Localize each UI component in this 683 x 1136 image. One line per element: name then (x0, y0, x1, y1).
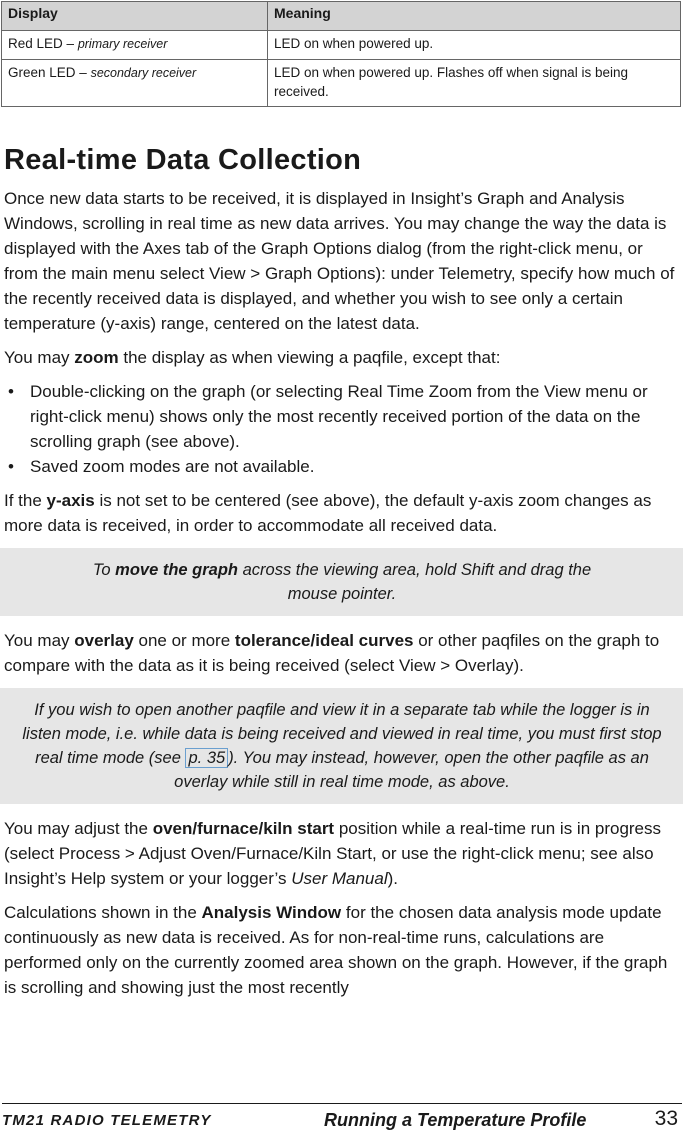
column-header-display: Display (2, 2, 268, 31)
page-footer (2, 1103, 682, 1136)
display-cell (2, 60, 268, 107)
zoom-bullet-list (4, 379, 680, 479)
keyword-overlay: overlay (74, 631, 134, 650)
keyword-oven-start: oven/furnace/kiln start (152, 819, 335, 838)
table-row (2, 31, 681, 60)
note-move-graph: To move the graph across the viewing area, hold Shift and drag the mouse pointer. (0, 548, 683, 616)
main-content (4, 140, 680, 1009)
display-subtext: secondary receiver (90, 66, 197, 80)
display-text: Green LED – (8, 65, 87, 80)
footer-product: TM21 RADIO TELEMETRY (2, 1112, 212, 1129)
paragraph-calculations: Calculations shown in the Analysis Window for the chosen data analysis mode update continuously as new data is received. As for non-real-time runs, calculations are performed only on the currently zoomed area shown on the graph. However, if the graph is scrolling and showing just the most recently (4, 903, 668, 997)
paragraph-y-axis: If the y-axis is not set to be centered (see above), the default y-axis zoom changes as more data is received, in order to accommodate all received data. (4, 491, 652, 535)
paragraph-overlay: You may overlay one or more tolerance/ideal curves or other paqfiles on the graph to compare with the data as it is being received (select View > Overlay). (4, 631, 660, 675)
keyword-zoom: zoom (74, 348, 119, 367)
list-item: • Saved zoom modes are not available. (30, 454, 680, 479)
bullet-icon: • (8, 457, 14, 476)
page-number: 33 (654, 1107, 678, 1130)
column-header-meaning: Meaning (268, 2, 681, 31)
user-manual-ref: User Manual (291, 869, 388, 888)
table-row (2, 60, 681, 107)
keyword-analysis-window: Analysis Window (201, 903, 342, 922)
display-cell (2, 31, 268, 60)
keyword-tolerance-curves: tolerance/ideal curves (234, 631, 414, 650)
keyword-y-axis: y-axis (46, 491, 95, 510)
paragraph-intro: Once new data starts to be received, it is displayed in Insight’s Graph and Analysis Windows, scrolling in real time as new data arrives. You may change the way the data is displayed with the Axes tab of the Graph Options dialog (from the right-click menu, or from the main menu select View > Graph Options): under Telemetry, specify how much of the recently received data is displayed, and whether you wish to see only a certain temperature (y-axis) range, centered on the latest data. (4, 189, 675, 333)
note-listen-mode: If you wish to open another paqfile and view it in a separate tab while the logger is in listen mode, i.e. while data is being received and viewed in real time, you must first stop real time mode (see p. 35 ). You may instead, however, open the other paqfile as an overlay while still in real time mode, as above. (0, 688, 683, 804)
display-text: Red LED – (8, 36, 75, 51)
table-header-row (2, 2, 681, 31)
paragraph-zoom: You may zoom the display as when viewing a paqfile, except that: (4, 348, 501, 367)
display-subtext: primary receiver (77, 37, 168, 51)
paragraph-oven-start: You may adjust the oven/furnace/kiln start position while a real-time run is in progress (select Process > Adjust Oven/Furnace/Kiln Start, or use the right-click menu; see also Insight’s Help system or your logger’s User Manual). (4, 819, 662, 888)
page-reference-link[interactable]: p. 35 (185, 748, 228, 768)
keyword-move-graph: move the graph (115, 561, 239, 579)
footer-chapter: Running a Temperature Profile (324, 1110, 587, 1130)
bullet-icon: • (8, 382, 14, 401)
meaning-cell: LED on when powered up. Flashes off when signal is being received. (268, 60, 681, 107)
section-title: Real-time Data Collection (4, 144, 362, 176)
led-meaning-table (1, 1, 681, 107)
meaning-cell: LED on when powered up. (268, 31, 681, 60)
list-item: • Double-clicking on the graph (or selecting Real Time Zoom from the View menu or right-click menu) shows only the most recently received portion of the data on the scrolling graph (see above). (30, 379, 680, 454)
